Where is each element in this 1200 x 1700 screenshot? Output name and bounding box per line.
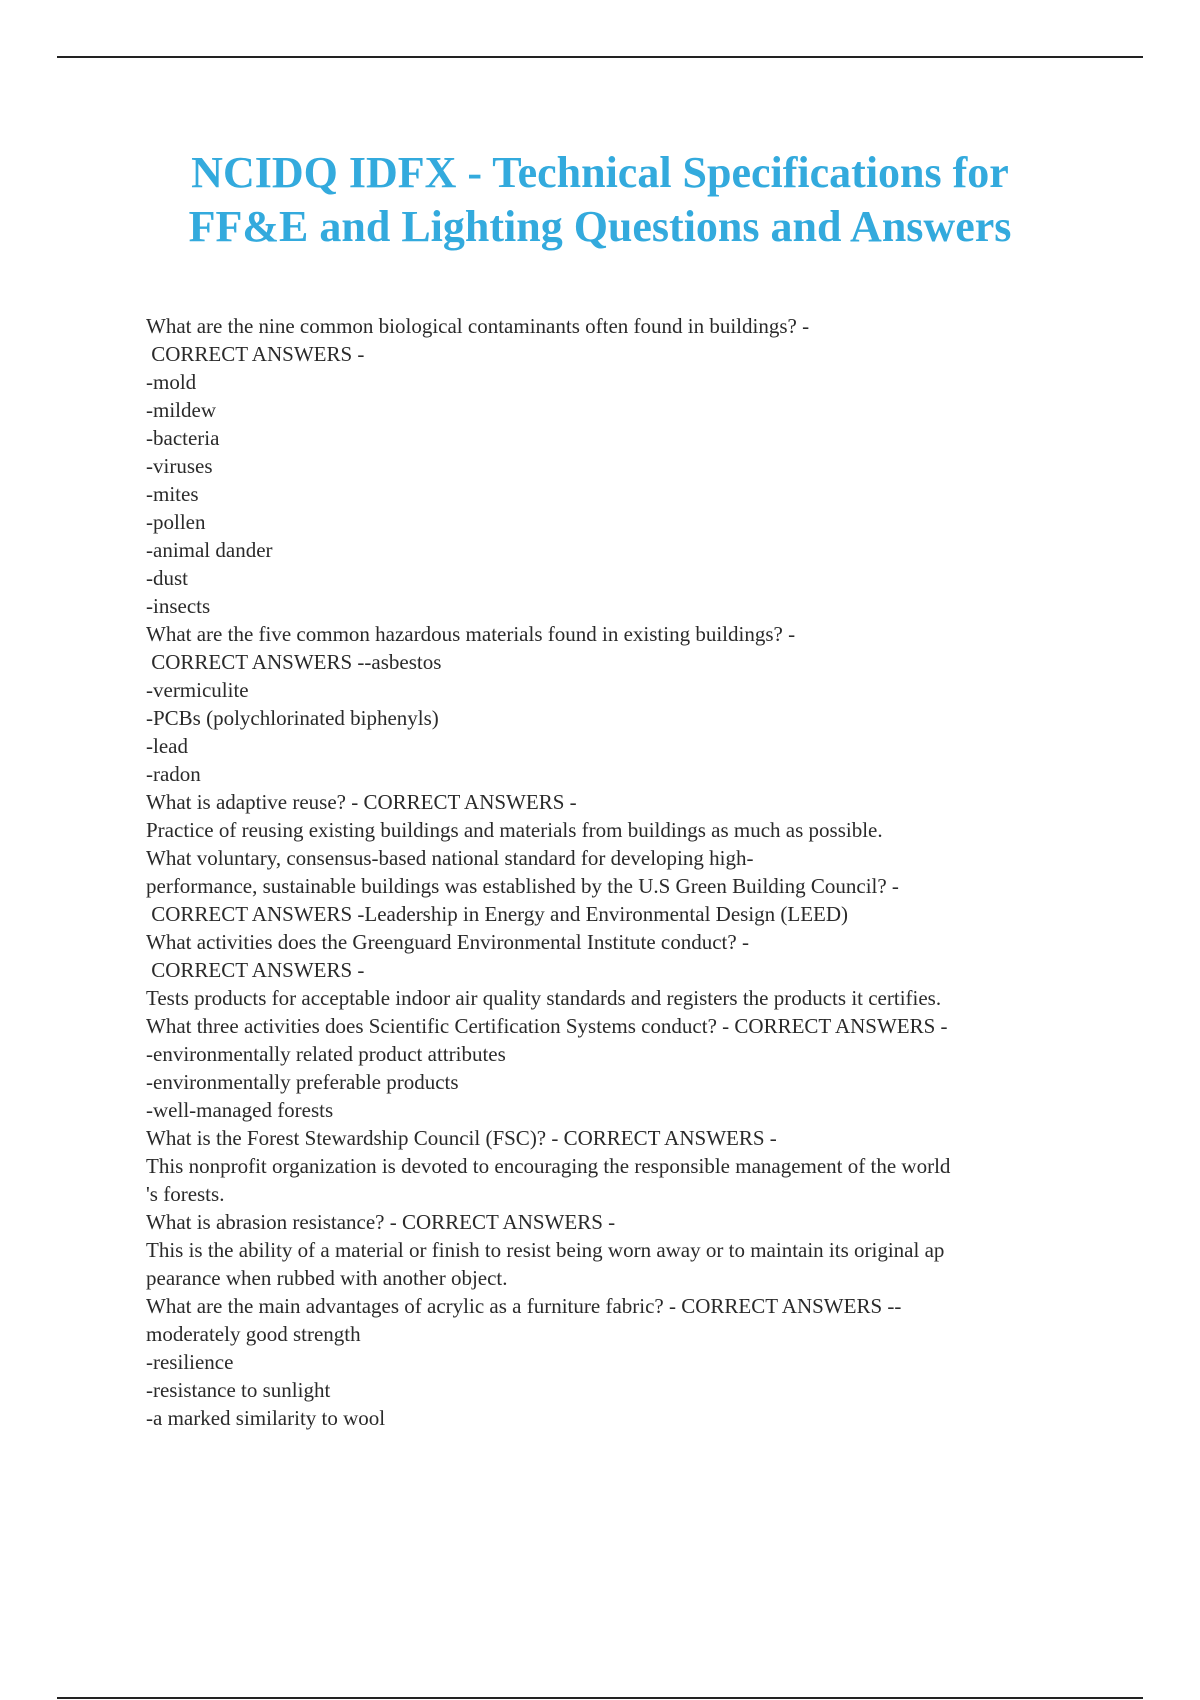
text-line: What three activities does Scientific Certification Systems conduct? - CORRECT ANSWERS - <box>146 1014 948 1038</box>
text-line: What activities does the Greenguard Environmental Institute conduct? - <box>146 930 749 954</box>
text-line: What is the Forest Stewardship Council (FSC)? - CORRECT ANSWERS - <box>146 1126 777 1150</box>
text-line: This is the ability of a material or finish to resist being worn away or to maintain its original ap <box>146 1238 945 1262</box>
text-line: CORRECT ANSWERS --asbestos <box>146 650 442 674</box>
text-line: -pollen <box>146 510 206 534</box>
text-line: What is abrasion resistance? - CORRECT ANSWERS - <box>146 1210 616 1234</box>
title-line-1: NCIDQ IDFX - Technical Specifications for <box>191 148 1009 197</box>
text-line: What are the nine common biological contaminants often found in buildings? - <box>146 314 810 338</box>
text-line: moderately good strength <box>146 1322 361 1346</box>
text-line: -animal dander <box>146 538 273 562</box>
text-line: performance, sustainable buildings was established by the U.S Green Building Council? - <box>146 874 899 898</box>
text-line: What are the five common hazardous materials found in existing buildings? - <box>146 622 796 646</box>
text-line: -bacteria <box>146 426 220 450</box>
text-line: -dust <box>146 566 188 590</box>
text-line: pearance when rubbed with another object. <box>146 1266 508 1290</box>
text-line: -well-managed forests <box>146 1098 334 1122</box>
text-line: What is adaptive reuse? - CORRECT ANSWERS - <box>146 790 577 814</box>
text-line: This nonprofit organization is devoted to encouraging the responsible management of the world <box>146 1154 951 1178</box>
text-line: CORRECT ANSWERS -Leadership in Energy and Environmental Design (LEED) <box>146 902 849 926</box>
top-rule <box>57 56 1143 58</box>
text-line: -insects <box>146 594 211 618</box>
text-line: CORRECT ANSWERS - <box>146 342 365 366</box>
text-line: -environmentally related product attributes <box>146 1042 506 1066</box>
text-line: -resistance to sunlight <box>146 1378 331 1402</box>
document-title <box>0 146 1200 254</box>
text-line: -viruses <box>146 454 213 478</box>
text-line: -radon <box>146 762 201 786</box>
text-line: -vermiculite <box>146 678 249 702</box>
text-line: -a marked similarity to wool <box>146 1406 386 1430</box>
text-line: -resilience <box>146 1350 234 1374</box>
text-line: -environmentally preferable products <box>146 1070 459 1094</box>
text-line: -mold <box>146 370 197 394</box>
text-line: Tests products for acceptable indoor air quality standards and registers the products it certifies. <box>146 986 942 1010</box>
qa-body <box>146 312 1101 1432</box>
title-line-2: FF&E and Lighting Questions and Answers <box>188 202 1012 251</box>
bottom-rule <box>57 1697 1143 1699</box>
text-line: CORRECT ANSWERS - <box>146 958 365 982</box>
text-line: -mites <box>146 482 199 506</box>
text-line: -mildew <box>146 398 216 422</box>
text-line: What voluntary, consensus-based national standard for developing high- <box>146 846 754 870</box>
text-line: Practice of reusing existing buildings and materials from buildings as much as possible. <box>146 818 883 842</box>
text-line: -PCBs (polychlorinated biphenyls) <box>146 706 439 730</box>
text-line: -lead <box>146 734 188 758</box>
text-line: What are the main advantages of acrylic as a furniture fabric? - CORRECT ANSWERS -- <box>146 1294 902 1318</box>
text-line: 's forests. <box>146 1182 225 1206</box>
